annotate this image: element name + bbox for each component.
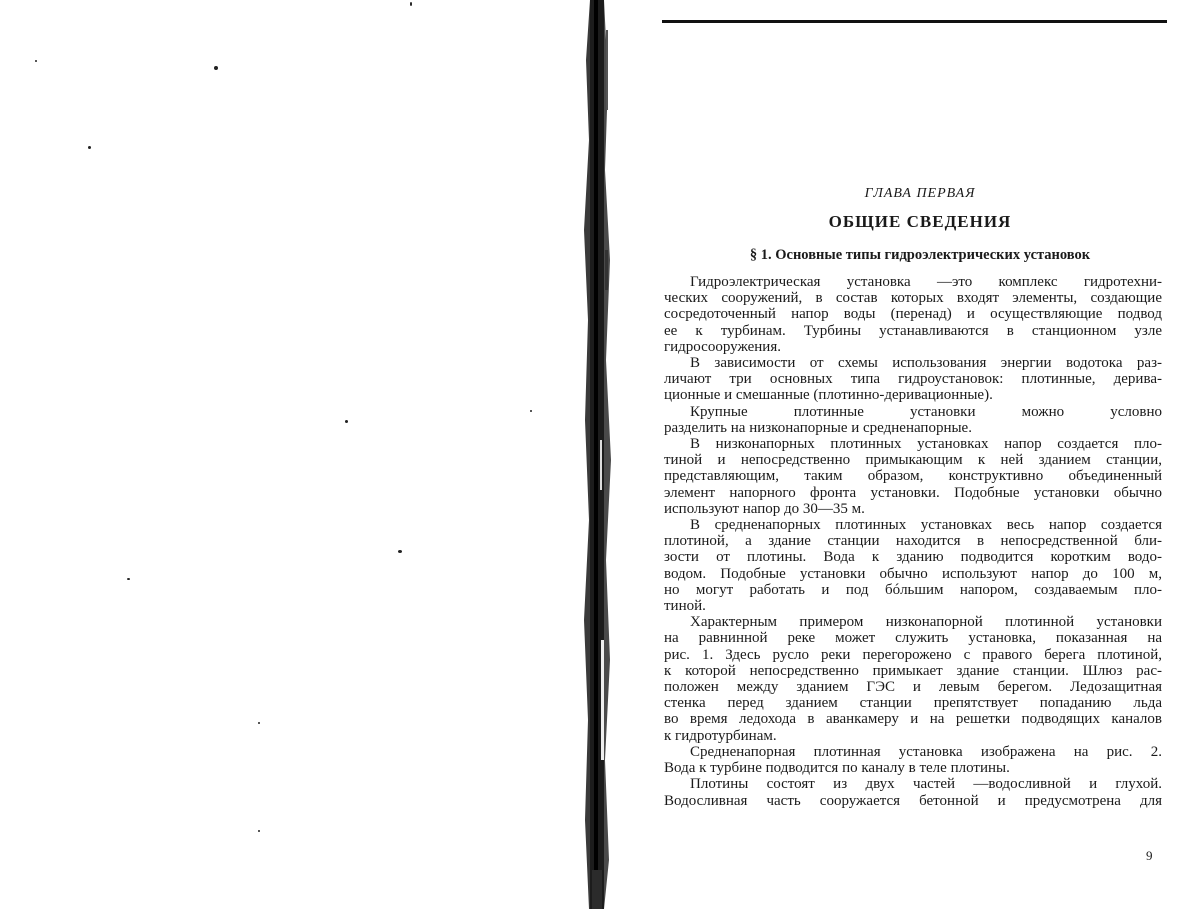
text-line: но могут работать и под бóльшим напором, создаваемым пло- (664, 581, 1162, 598)
text-line: плотиной, а здание станции находится в непосредственной бли- (664, 533, 1162, 550)
text-line: личают три основных типа гидроустановок: плотинные, дерива- (664, 371, 1162, 388)
header-rule (662, 20, 1167, 23)
text-line: ческих сооружений, в состав которых входят элементы, создающие (664, 290, 1162, 307)
scan-speck (530, 410, 532, 412)
scan-speck (127, 578, 130, 580)
text-line: на равнинной реке может служить установка, показанная на (664, 630, 1162, 647)
text-line: Вода к турбине подводится по каналу в теле плотины. (664, 760, 1010, 777)
text-line: сосредоточенный напор воды (перенад) и осуществляющие подвод (664, 306, 1162, 323)
text-line: В средненапорных плотинных установках весь напор создается (690, 517, 1162, 534)
scan-speck (410, 2, 412, 6)
scan-speck (35, 60, 37, 62)
text-line: Плотины состоят из двух частей —водосливной и глухой. (690, 776, 1162, 793)
text-line: В низконапорных плотинных установках напор создается пло- (690, 436, 1162, 453)
text-line: Гидроэлектрическая установка —это комплекс гидротехни- (690, 274, 1162, 290)
text-line: Крупные плотинные установки можно условно (690, 403, 1162, 420)
text-line: ционные и смешанные (плотинно-деривационные). (664, 387, 993, 404)
text-line: разделить на низконапорные и средненапорные. (664, 419, 972, 436)
text-line: используют напор до 30—35 м. (664, 500, 865, 517)
scan-speck (258, 830, 260, 832)
text-line: элемент напорного фронта установки. Подобные установки обычно (664, 484, 1162, 501)
text-line: ее к турбинам. Турбины устанавливаются в станционном узле (664, 322, 1162, 339)
right-page (640, 0, 1200, 909)
text-line: В зависимости от схемы использования энергии водотока раз- (690, 355, 1162, 372)
text-line: гидросооружения. (664, 338, 781, 355)
text-line: тиной. (664, 598, 706, 615)
text-line: стенка перед зданием станции препятствует попаданию льда (664, 695, 1162, 712)
chapter-title: ОБЩИЕ СВЕДЕНИЯ (828, 212, 1012, 231)
body-text (664, 274, 1162, 809)
scan-speck (258, 722, 260, 724)
scan-speck (398, 550, 402, 553)
section-title: § 1. Основные типы гидроэлектрических установок (749, 247, 1091, 263)
text-line: рис. 1. Здесь русло реки перегорожено с правого берега плотиной, (664, 646, 1162, 663)
scan-speck (88, 146, 91, 149)
text-line: водом. Подобные установки обычно используют напор до 100 м, (664, 565, 1162, 582)
text-line: к которой непосредственно примыкает здание станции. Шлюз рас- (664, 662, 1162, 679)
scan-speck (214, 66, 218, 70)
page-number: 9 (1146, 848, 1153, 863)
text-line: Водосливная часть сооружается бетонной и предусмотрена для (664, 792, 1162, 809)
scan-speck (345, 420, 348, 423)
book-spine-gutter (568, 0, 638, 909)
text-line: представляющим, таким образом, конструктивно объединенный (664, 468, 1162, 485)
text-line: к гидротурбинам. (664, 727, 777, 744)
text-line: Характерным примером низконапорной плотинной установки (690, 614, 1162, 631)
text-line: тиной и непосредственно примыкающим к ней зданием станции, (664, 452, 1162, 469)
text-line: во время ледохода в аванкамеру и на решетки подводящих каналов (664, 711, 1162, 728)
chapter-label: ГЛАВА ПЕРВАЯ (864, 186, 976, 201)
text-line: зости от плотины. Вода к зданию подводится коротким водо- (664, 549, 1162, 566)
left-page-blank (0, 0, 580, 909)
text-line: Средненапорная плотинная установка изображена на рис. 2. (690, 743, 1162, 760)
text-line: положен между зданием ГЭС и левым берегом. Ледозащитная (664, 679, 1162, 696)
